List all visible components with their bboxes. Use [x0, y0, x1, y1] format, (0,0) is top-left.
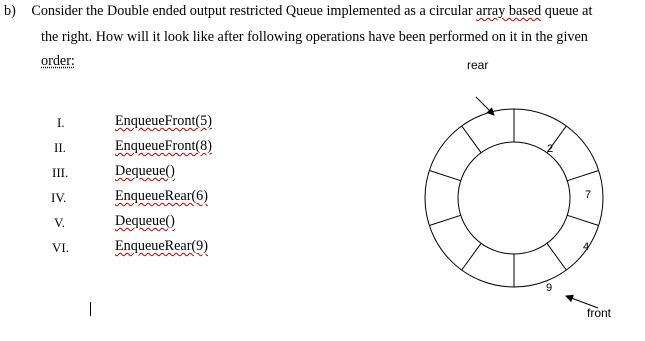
op-text: EnqueueFront(8) — [115, 138, 212, 154]
slot-value: 2 — [547, 143, 554, 155]
slot-divider — [567, 171, 598, 181]
slot-divider — [429, 215, 460, 225]
op-numeral: VI. — [52, 240, 69, 255]
question-line-2: the right. How will it look like after following operations have been performed on it in the given — [41, 29, 588, 45]
rear-arrow — [476, 97, 494, 115]
slot-value: 7 — [585, 189, 592, 201]
front-arrow — [566, 296, 598, 308]
slot-value: 4 — [583, 241, 590, 253]
slot-divider — [429, 171, 460, 181]
op-numeral: I. — [57, 115, 65, 130]
op-text: Dequeue() — [115, 213, 175, 229]
op-text: EnqueueRear(6) — [115, 188, 208, 204]
slot-divider — [462, 243, 481, 270]
array-based-text: array based — [476, 3, 542, 19]
slot-divider — [462, 126, 481, 153]
question-text-1-tail: queue at — [544, 3, 593, 19]
slot-value: 9 — [546, 282, 553, 294]
slot-divider — [567, 215, 598, 225]
slot-divider — [547, 243, 566, 270]
op-numeral: III. — [52, 165, 69, 180]
front-label: front — [587, 306, 612, 320]
question-label: b) — [4, 3, 16, 19]
op-text: EnqueueRear(9) — [115, 238, 208, 254]
inner-ring — [458, 142, 570, 254]
rear-label: rear — [467, 58, 489, 72]
op-numeral: V. — [54, 215, 65, 230]
op-numeral: IV. — [51, 190, 67, 205]
question-text-1: Consider the Double ended output restricted Queue implemented as a circular — [31, 3, 473, 19]
op-text: EnqueueFront(5) — [115, 113, 212, 129]
op-numeral: II. — [54, 140, 66, 155]
question-line-3: order: — [41, 53, 75, 69]
op-text: Dequeue() — [115, 163, 175, 179]
